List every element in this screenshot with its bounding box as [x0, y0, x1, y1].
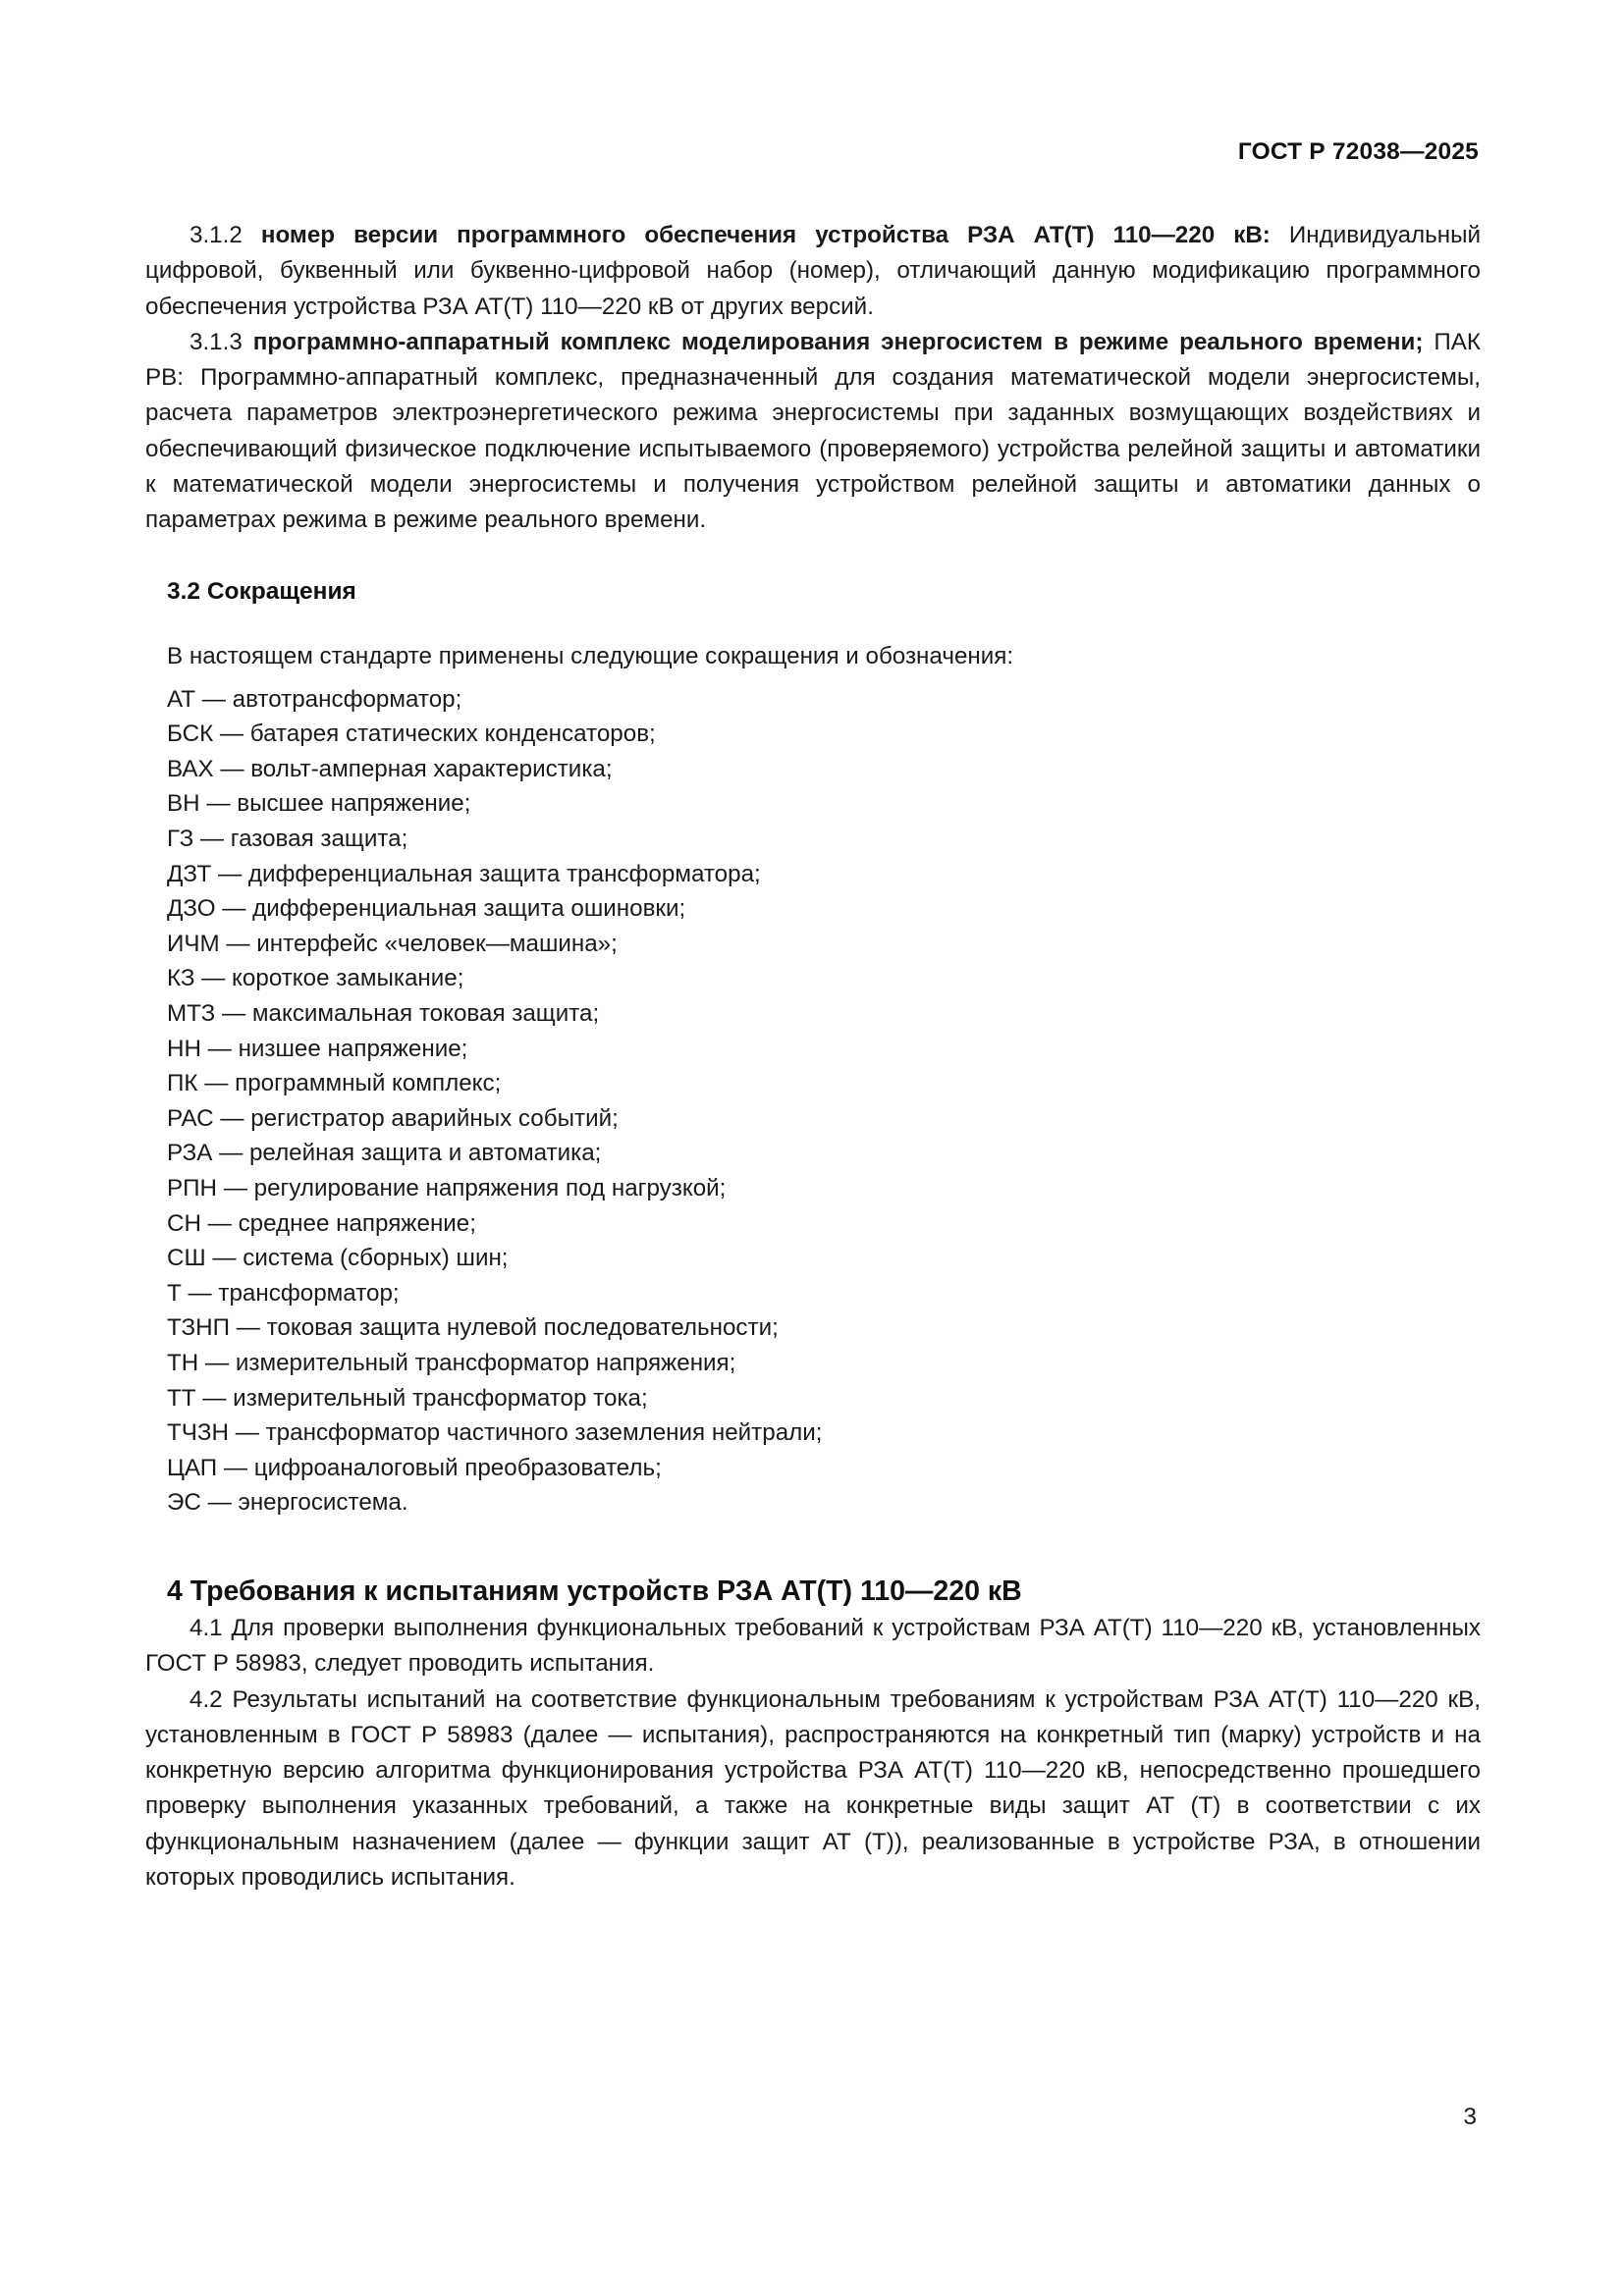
- list-item: Т — трансформатор;: [167, 1279, 400, 1307]
- list-item: ЦАП — цифроаналоговый преобразователь;: [167, 1454, 662, 1481]
- list-item: ТЗНП — токовая защита нулевой последовательности;: [167, 1314, 779, 1342]
- list-item: ПК — программный комплекс;: [167, 1070, 502, 1097]
- list-item: АТ — автотрансформатор;: [167, 685, 462, 713]
- clause-number: 3.1.3: [189, 328, 243, 355]
- clause-definition: ПАК РВ: Программно-аппаратный комплекс, предназначенный для создания математической модели энергосистемы, расчета параметров электроэнергетического режима энергосистемы при заданных возмущающих воздействиях и обеспечивающий физическое подключение испытываемого (проверяемого) устройства релейной защиты и автоматики к математической модели энергосистемы и получения устройством релейной защиты и автоматики данных о параметрах режима в режиме реального времени.: [145, 328, 1481, 534]
- section-4-heading: 4 Требования к испытаниям устройств РЗА АТ(Т) 110—220 кВ: [167, 1575, 1022, 1607]
- clause-3-1-3: [145, 325, 1481, 539]
- list-item: ВАХ — вольт-амперная характеристика;: [167, 755, 613, 782]
- section-4-heading-wrap: [145, 1572, 1481, 1611]
- list-item: БСК — батарея статических конденсаторов;: [167, 721, 656, 748]
- list-item: ДЗО — дифференциальная защита ошиновки;: [167, 895, 686, 923]
- list-item: ГЗ — газовая защита;: [167, 826, 408, 853]
- list-item: КЗ — короткое замыкание;: [167, 965, 464, 992]
- list-item: ТТ — измерительный трансформатор тока;: [167, 1384, 648, 1412]
- abbreviations-list: [145, 682, 1481, 1521]
- page-content: [145, 218, 1481, 1896]
- abbreviations-intro: В настоящем стандарте применены следующие сокращения и обозначения:: [167, 642, 1014, 669]
- list-item: ТН — измерительный трансформатор напряжения;: [167, 1349, 736, 1376]
- clause-spacer: [243, 329, 253, 355]
- list-item: ЭС — энергосистема.: [167, 1489, 408, 1517]
- list-item: НН — низшее напряжение;: [167, 1035, 468, 1062]
- clause-term: программно-аппаратный комплекс моделирования энергосистем в режиме реального времени;: [252, 328, 1424, 355]
- list-item: МТЗ — максимальная токовая защита;: [167, 1000, 600, 1028]
- list-item: ТЧЗН — трансформатор частичного заземления нейтрали;: [167, 1419, 823, 1447]
- list-item: РЗА — релейная защита и автоматика;: [167, 1140, 602, 1167]
- list-item: СШ — система (сборных) шин;: [167, 1245, 509, 1272]
- list-item: ДЗТ — дифференциальная защита трансформатора;: [167, 860, 761, 887]
- list-item: ВН — высшее напряжение;: [167, 790, 471, 818]
- paragraph-4-1: 4.1 Для проверки выполнения функциональных требований к устройствам РЗА АТ(Т) 110—220 кВ, установленных ГОСТ Р 58983, следует проводить испытания.: [145, 1614, 1481, 1678]
- list-item: СН — среднее напряжение;: [167, 1209, 476, 1237]
- abbreviations-heading: 3.2 Сокращения: [167, 577, 356, 605]
- clause-spacer: [243, 222, 261, 248]
- clause-definition: Индивидуальный цифровой, буквенный или буквенно-цифровой набор (номер), отличающий данную модификацию программного обеспечения устройства РЗА АТ(Т) 110—220 кВ от других версий.: [145, 222, 1481, 320]
- clause-spacer-2: [1271, 222, 1289, 248]
- page-number: 3: [1463, 2104, 1477, 2130]
- paragraph-4-2: 4.2 Результаты испытаний на соответствие функциональным требованиям к устройствам РЗА АТ(Т) 110—220 кВ, установленным в ГОСТ Р 58983 (далее — испытания), распространяются на конкретный тип (марку) устройств и на конкретную версию алгоритма функционирования устройства РЗА АТ(Т) 110—220 кВ, непосредственно прошедшего проверку выполнения указанных требований, а также на конкретные виды защит АТ (Т) в соответствии с их функциональным назначением (далее — функции защит АТ (Т)), реализованные в устройстве РЗА, в отношении которых проводились испытания.: [145, 1685, 1481, 1891]
- clause-term: номер версии программного обеспечения устройства РЗА АТ(Т) 110—220 кВ:: [260, 222, 1271, 248]
- list-item: ИЧМ — интерфейс «человек—машина»;: [167, 930, 618, 957]
- clause-3-1-2: [145, 218, 1481, 325]
- list-item: РАС — регистратор аварийных событий;: [167, 1104, 619, 1132]
- clause-number: 3.1.2: [189, 222, 243, 248]
- running-header: ГОСТ Р 72038—2025: [1237, 138, 1479, 165]
- abbreviations-heading-wrap: [145, 574, 1481, 610]
- clause-spacer-2: [1423, 329, 1434, 355]
- list-item: РПН — регулирование напряжения под нагрузкой;: [167, 1174, 727, 1201]
